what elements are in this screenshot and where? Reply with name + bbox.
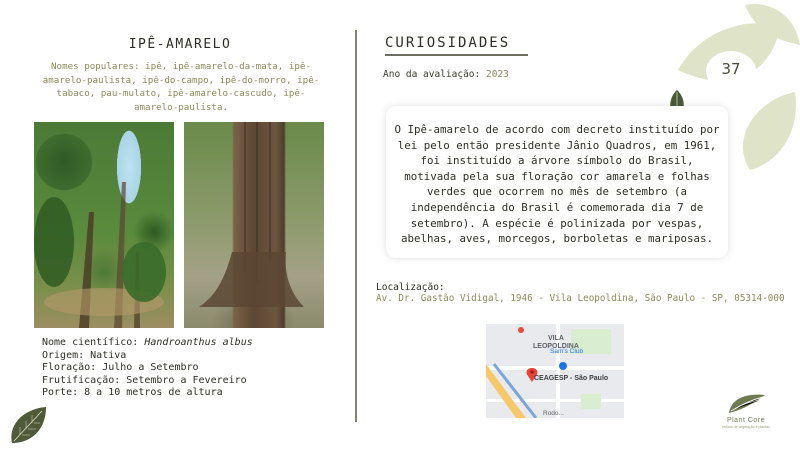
plant-details — [42, 337, 322, 400]
evaluation-year-line — [383, 69, 509, 80]
size: Porte: 8 a 10 metros de altura — [42, 387, 223, 399]
evaluation-year: 2023 — [485, 69, 509, 80]
location-address: Av. Dr. Gastão Vidigal, 1946 - Vila Leopoldina, São Paulo - SP, 05314-000 — [376, 293, 785, 304]
scientific-name-line — [42, 337, 322, 350]
popular-names: Nomes populares: ipê, ipê-amarelo-da-mata, ipê-amarelo-paulista, ipê-do-campo, ipê-do-morro, ipê-tabaco, pau-mulato, ipê-amarelo-cascudo, ipê-amarelo-paulista. — [42, 61, 320, 113]
brand-name: Plant Core — [726, 417, 766, 424]
scientific-name: Handroanthus albus — [144, 337, 253, 348]
trunk-base-illustration — [184, 122, 324, 328]
fruiting: Frutificação: Setembro a Fevereiro — [42, 374, 247, 386]
map-place-label: CEAGESP - São Paulo — [534, 375, 609, 382]
tree-trunk-photo — [184, 122, 324, 328]
scientific-name-label: Nome científico: — [42, 337, 139, 348]
tree-garden-illustration — [34, 122, 174, 328]
flowering: Floração: Julho a Setembro — [42, 362, 199, 374]
curiosity-card — [386, 106, 728, 258]
map-road-label: Rodo... — [543, 410, 564, 417]
tree-garden-photo — [34, 122, 174, 328]
plant-core-logo — [727, 391, 767, 417]
curiosities-heading: CURIOSIDADES — [385, 35, 511, 51]
location-label: Localização: — [376, 282, 445, 293]
brand-tagline: estudo de vegetação e plantas — [722, 425, 770, 429]
leaf-bottom-icon — [743, 92, 796, 170]
map-poi-label: Sam's Club — [550, 348, 584, 355]
curiosity-text: O Ipê-amarelo de acordo com decreto instituído por lei pelo então presidente Jânio Quadros, em 1961, foi instituído a árvore símbolo do Brasil, motivada pela sua floração cor amarela e folhas verdes que ocorrem no mês de setembro (a independência do Brasil é comemorada dia 7 de setembro). A espécie é polinizada por vespas, abelhas, aves, morcegos, borboletas e mariposas. — [394, 123, 720, 246]
heading-underline — [385, 54, 528, 56]
origin: Origem: Nativa — [42, 349, 127, 361]
location-map[interactable] — [486, 324, 624, 418]
leaf-icon-bottom-left — [8, 405, 48, 445]
plant-title: IPÊ-AMARELO — [128, 37, 232, 52]
map-area-label: VILA LEOPOLDINA — [533, 335, 579, 350]
column-divider — [355, 30, 357, 422]
evaluation-label: Ano da avaliação: — [383, 69, 481, 80]
page-number: 37 — [721, 60, 741, 78]
